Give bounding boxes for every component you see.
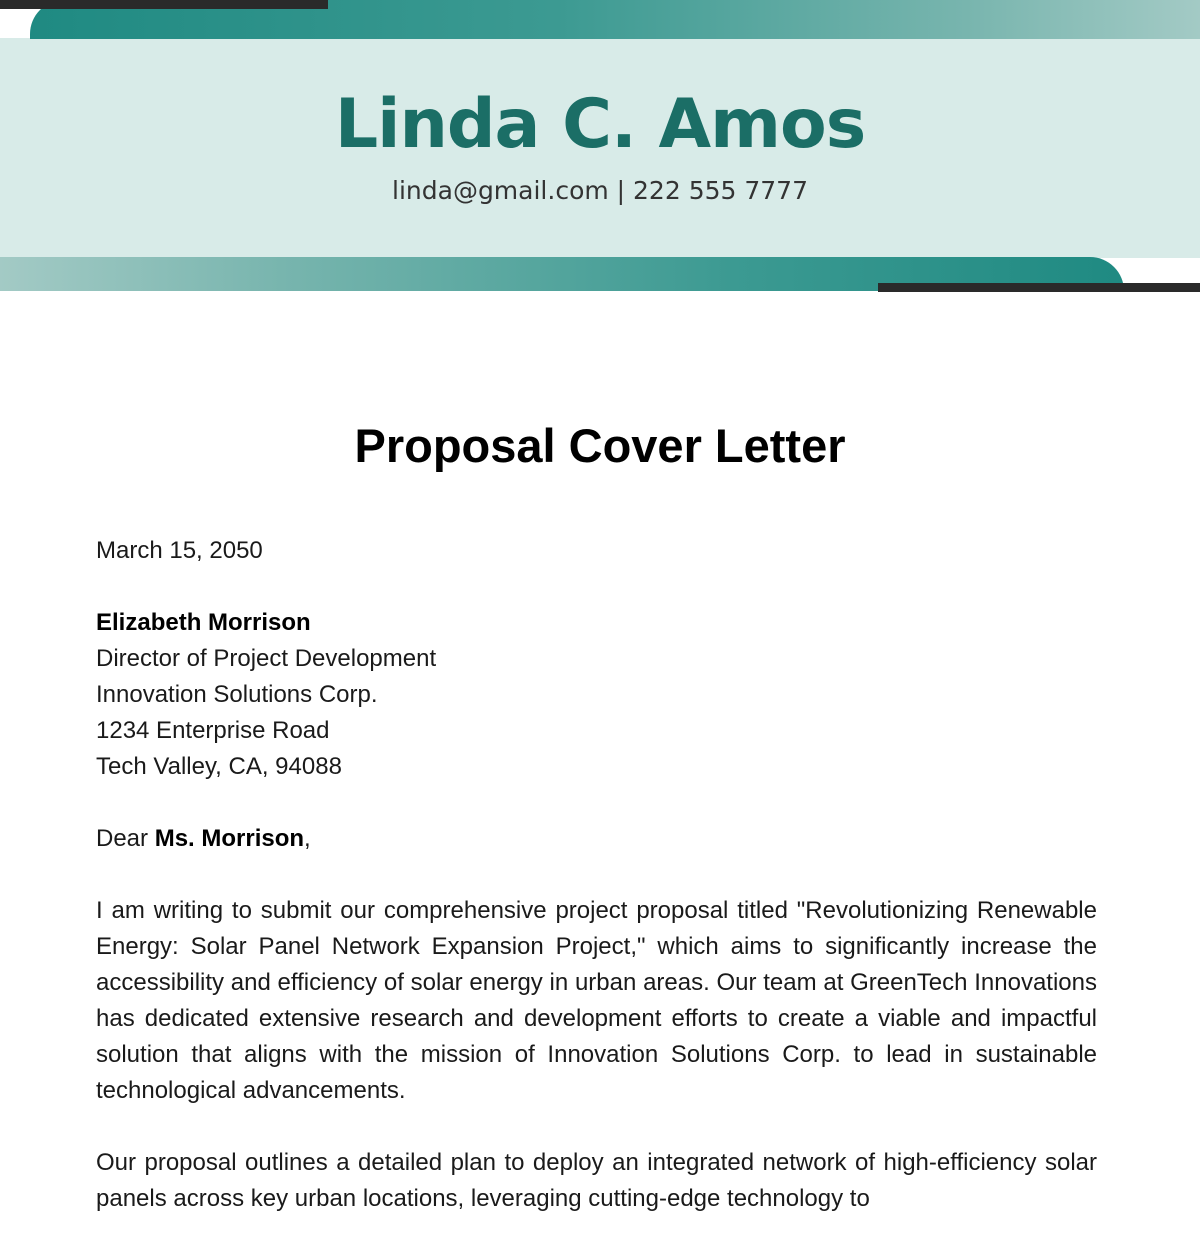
recipient-title: Director of Project Development xyxy=(96,645,437,672)
document-title: Proposal Cover Letter xyxy=(354,419,846,472)
recipient-name: Elizabeth Morrison xyxy=(96,609,311,636)
recipient-block xyxy=(96,605,1097,785)
body-paragraph: Our proposal outlines a detailed plan to deploy an integrated network of high-efficiency solar panels across key urban locations, leveraging cutting-edge technology to xyxy=(96,1149,1097,1212)
letter-body xyxy=(96,533,1097,1253)
body-paragraph: I am writing to submit our comprehensive project proposal titled "Revolutionizing Renewable Energy: Solar Panel Network Expansion Project," which aims to significantly increase the accessibility and efficiency of solar energy in urban areas. Our team at GreenTech Innovations has dedicated extensive research and development efforts to create a viable and impactful solution that aligns with the mission of Innovation Solutions Corp. to lead in sustainable technological advancements. xyxy=(96,897,1097,1104)
sender-contact: linda@gmail.com | 222 555 7777 xyxy=(392,176,808,205)
salutation-name: Ms. Morrison xyxy=(154,825,305,852)
salutation-punct: , xyxy=(304,825,311,852)
bottom-dark-stripe xyxy=(878,283,1200,292)
recipient-city: Tech Valley, CA, 94088 xyxy=(96,753,342,780)
top-dark-stripe xyxy=(0,0,328,9)
recipient-company: Innovation Solutions Corp. xyxy=(96,681,378,708)
letter-date: March 15, 2050 xyxy=(96,537,263,564)
sender-name: Linda C. Amos xyxy=(334,85,866,164)
letterhead xyxy=(0,0,1200,292)
salutation xyxy=(96,821,1097,857)
salutation-greeting: Dear xyxy=(96,825,149,852)
recipient-street: 1234 Enterprise Road xyxy=(96,717,330,744)
